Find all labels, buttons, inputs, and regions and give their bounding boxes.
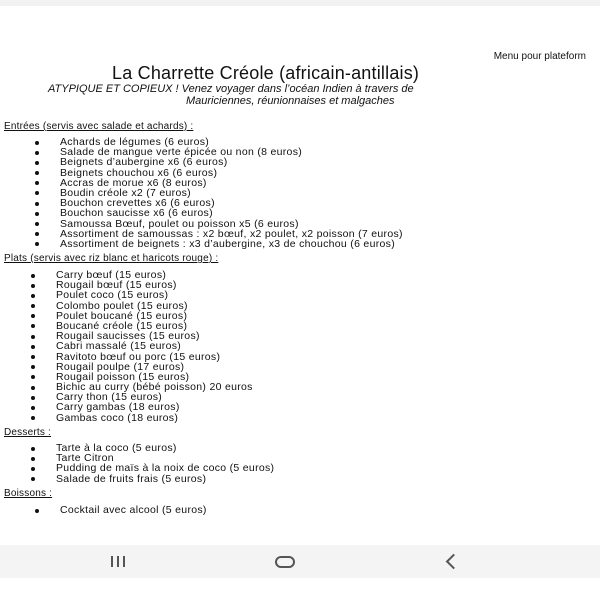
recent-apps-icon [111,556,125,567]
list-item: Cocktail avec alcool (5 euros) [60,504,207,516]
boissons-list [60,505,207,515]
list-item: Accras de morue x6 (8 euros) [60,178,403,188]
list-item: Bouchon saucisse x6 (6 euros) [60,208,403,218]
restaurant-subtitle [48,83,600,107]
plats-list [56,270,253,423]
list-item: Salade de mangue verte épicée ou non (8 euros) [60,147,403,157]
list-item: Poulet boucané (15 euros) [56,311,253,321]
list-item: Boudin créole x2 (7 euros) [60,188,403,198]
entrees-list [60,137,403,249]
section-heading-desserts: Desserts : [4,427,52,438]
list-item: Rougail bœuf (15 euros) [56,280,253,290]
list-item: Beignets d’aubergine x6 (6 euros) [60,157,403,167]
home-icon [275,556,295,568]
list-item: Boucané créole (15 euros) [56,321,253,331]
list-item: Carry gambas (18 euros) [56,402,253,412]
list-item: Bichic au curry (bébé poisson) 20 euros [56,381,253,394]
list-item: Carry thon (15 euros) [56,392,253,402]
platform-note: Menu pour plateform [493,51,586,62]
list-item: Achards de légumes (6 euros) [60,137,403,147]
subtitle-line-2: Mauriciennes, réunionnaises et malgaches [186,95,395,107]
back-button[interactable] [423,545,483,578]
subtitle-line-1: ATYPIQUE ET COPIEUX ! Venez voyager dans l’océan Indien à travers de [48,83,414,95]
desserts-list [56,443,274,484]
bottom-margin [0,578,600,600]
list-item: Rougail poulpe (17 euros) [56,362,253,372]
list-item: Assortiment de beignets : x3 d’aubergine, x3 de chouchou (6 euros) [60,239,403,249]
list-item: Bouchon crevettes x6 (6 euros) [60,198,403,208]
list-item: Colombo poulet (15 euros) [56,301,253,311]
list-item: Tarte à la coco (5 euros) [56,443,274,453]
recent-apps-button[interactable] [88,545,148,578]
list-item: Carry bœuf (15 euros) [56,270,253,280]
navigation-bar [0,545,600,578]
section-heading-boissons: Boissons : [4,488,53,499]
list-item: Rougail poisson (15 euros) [56,372,253,382]
list-item: Assortiment de samoussas : x2 bœuf, x2 poulet, x2 poisson (7 euros) [60,227,403,240]
list-item: Gambas coco (18 euros) [56,413,253,423]
back-icon [445,554,461,570]
home-button[interactable] [255,545,315,578]
list-item: Cabri massalé (15 euros) [56,341,253,351]
restaurant-title: La Charrette Créole (africain-antillais) [112,63,420,83]
list-item: Poulet coco (15 euros) [56,290,253,300]
list-item: Tarte Citron [56,453,274,463]
list-item: Salade de fruits frais (5 euros) [56,474,274,484]
list-item: Samoussa Bœuf, poulet ou poisson x5 (6 euros) [60,219,403,229]
section-heading-plats: Plats (servis avec riz blanc et haricots rouge) : [4,253,219,264]
list-item: Ravitoto bœuf ou porc (15 euros) [56,352,253,362]
section-heading-entrees: Entrées (servis avec salade et achards) : [4,121,194,132]
list-item: Beignets chouchou x6 (6 euros) [60,168,403,178]
list-item: Rougail saucisses (15 euros) [56,331,253,341]
list-item: Pudding de maïs à la noix de coco (5 euros) [56,462,275,475]
